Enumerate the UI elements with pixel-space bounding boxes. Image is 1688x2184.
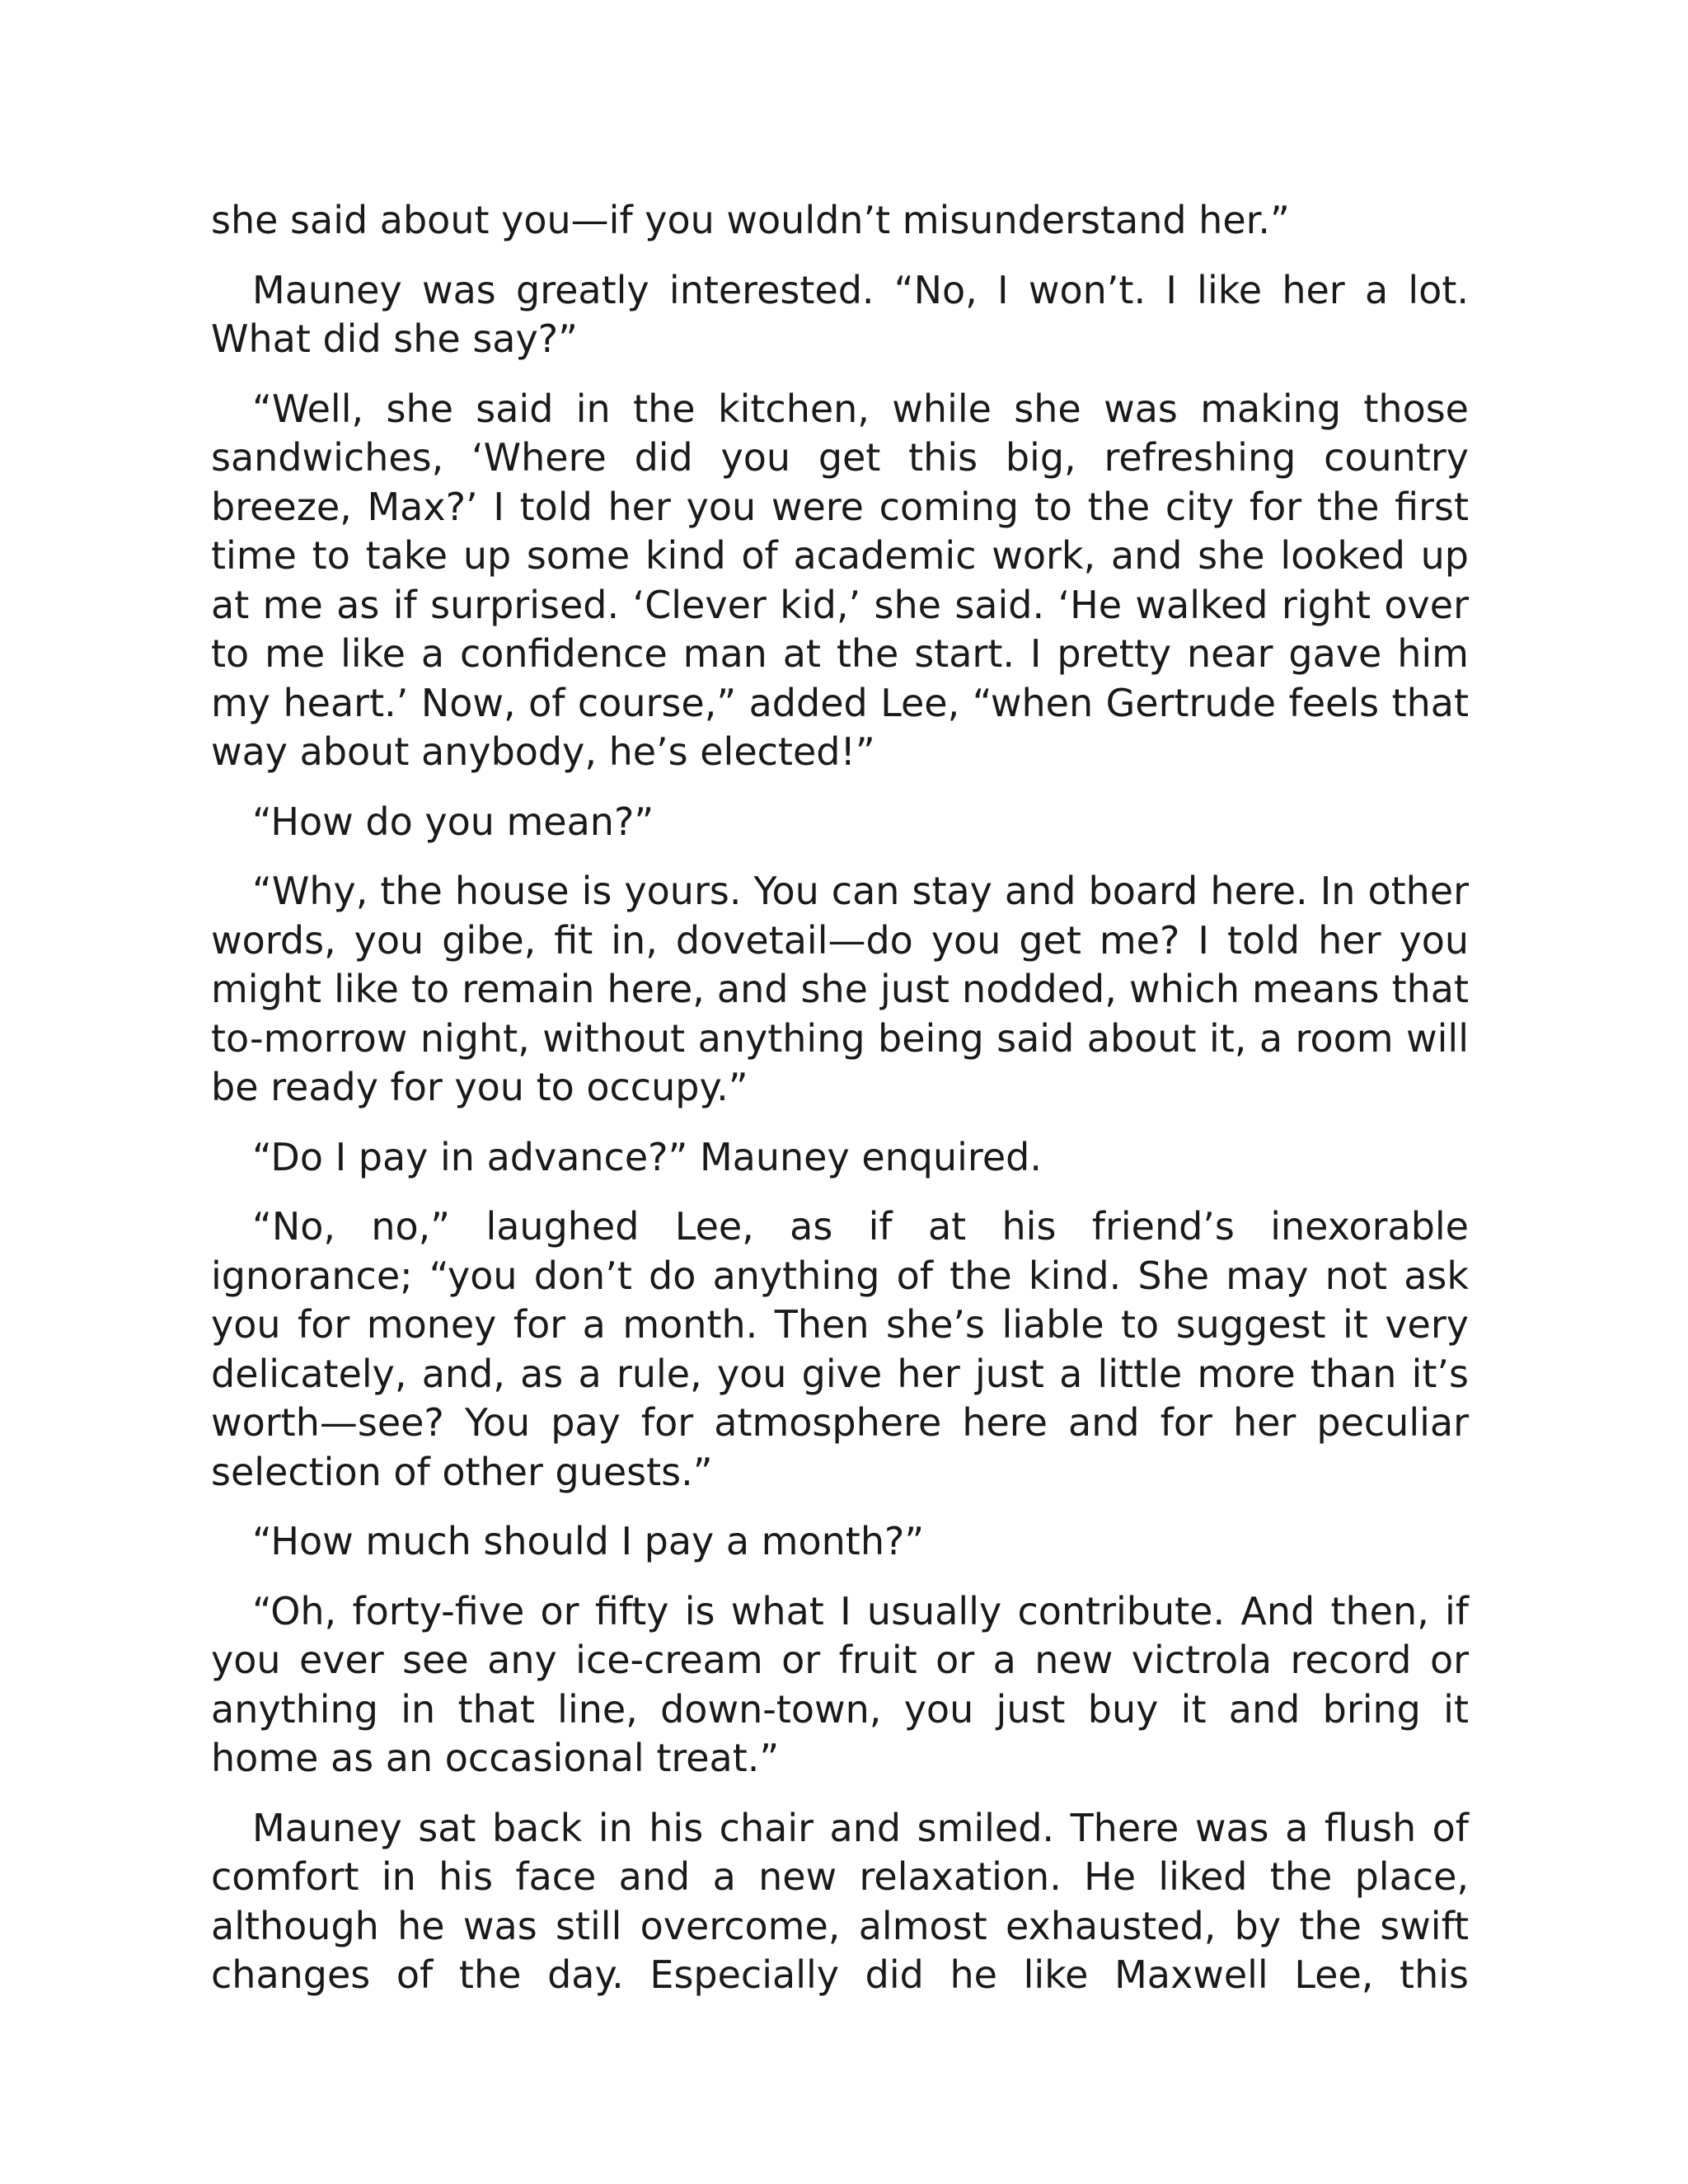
paragraph-7: “No, no,” laughed Lee, as if at his friend’s inexorable ignorance; “you don’t do anything of the kind. She may not ask you for money for a month. Then she’s liable to suggest it very delicately, and, as a rule, you give her just a little more than it’s worth—see? You pay for atmosphere here and for her peculiar selection of other guests.” [211, 1204, 1469, 1494]
paragraph-8: “How much should I pay a month?” [252, 1519, 925, 1563]
book-page [211, 196, 1469, 2021]
paragraph-4: “How do you mean?” [252, 799, 654, 844]
paragraph-6: “Do I pay in advance?” Mauney enquired. [252, 1134, 1042, 1179]
paragraph-3: “Well, she said in the kitchen, while she was making those sandwiches, ‘Where did you get this big, refreshing country breeze, Max?’ I told her you were coming to the city for the first time to take up some kind of academic work, and she looked up at me as if surprised. ‘Clever kid,’ she said. ‘He walked right over to me like a confidence man at the start. I pretty near gave him my heart.’ Now, of course,” added Lee, “when Gertrude feels that way about anybody, he’s elected!” [211, 386, 1469, 774]
paragraph-5: “Why, the house is yours. You can stay and board here. In other words, you gibe, fit in, dovetail—do you get me? I told her you might like to remain here, and she just nodded, which means that to-morrow night, without anything being said about it, a room will be ready for you to occupy.” [211, 869, 1469, 1109]
paragraph-2: Mauney was greatly interested. “No, I won’t. I like her a lot. What did she say?” [211, 267, 1469, 361]
paragraph-1: she said about you—if you wouldn’t misunderstand her.” [211, 198, 1290, 242]
paragraph-9: “Oh, forty-five or fifty is what I usually contribute. And then, if you ever see any ice-cream or fruit or a new victrola record or anything in that line, down-town, you just buy it and bring it home as an occasional treat.” [211, 1588, 1469, 1780]
paragraph-10: Mauney sat back in his chair and smiled. There was a flush of comfort in his face and a new relaxation. He liked the place, although he was still overcome, almost exhausted, by the swift changes of the day. Especially did he like Maxwell Lee, this [211, 1805, 1469, 1997]
